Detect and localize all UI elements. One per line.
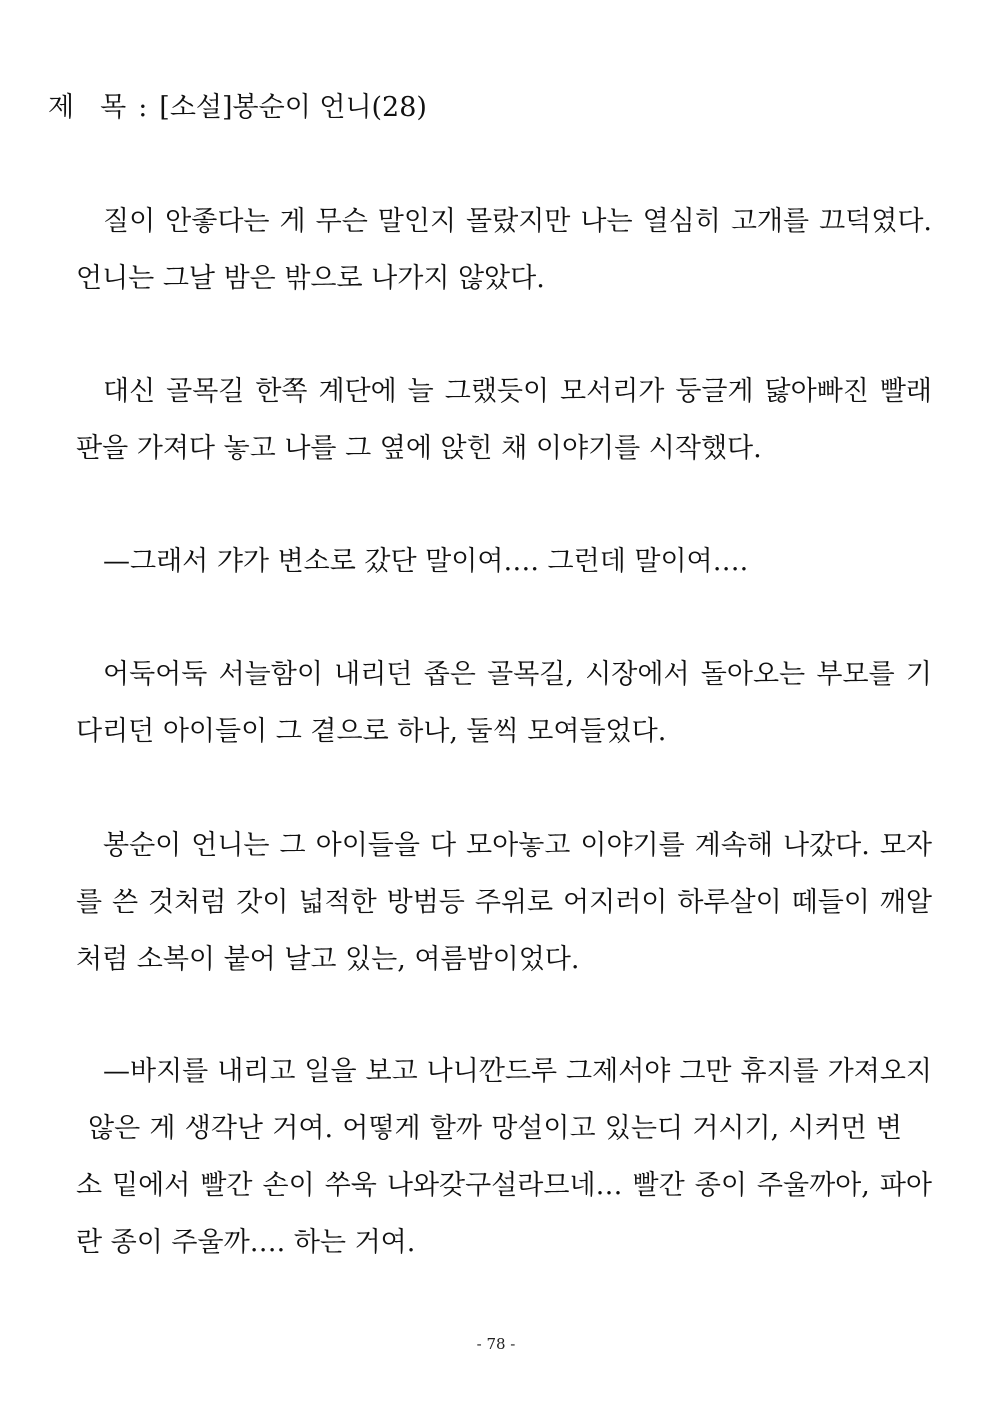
title-label-char-2: 목 bbox=[100, 92, 127, 123]
paragraph-line: 소 밑에서 빨간 손이 쑤욱 나와갖구설라므네… 빨간 종이 주울까아, 파아 bbox=[76, 1170, 932, 1201]
paragraph-4 bbox=[76, 646, 932, 760]
paragraph-1 bbox=[76, 193, 932, 307]
paragraph-line: 처럼 소복이 붙어 날고 있는, 여름밤이었다. bbox=[76, 944, 580, 975]
paragraph-5 bbox=[76, 817, 932, 988]
paragraph-line: 않은 게 생각난 거여. 어떻게 할까 망설이고 있는디 거시기, 시커먼 변 bbox=[88, 1113, 902, 1144]
title-text: [소설]봉순이 언니(28) bbox=[159, 92, 427, 123]
paragraph-line: —바지를 내리고 일을 보고 나니깐드루 그제서야 그만 휴지를 가져오지 bbox=[103, 1056, 932, 1087]
paragraph-line: 판을 가져다 놓고 나를 그 옆에 앉힌 채 이야기를 시작했다. bbox=[76, 433, 762, 464]
paragraph-line: 어둑어둑 서늘함이 내리던 좁은 골목길, 시장에서 돌아오는 부모를 기 bbox=[103, 659, 932, 690]
paragraph-2 bbox=[76, 363, 932, 477]
paragraph-line: —그래서 갸가 변소로 갔단 말이여…. 그런데 말이여…. bbox=[103, 546, 749, 577]
title-colon: : bbox=[138, 92, 148, 123]
paragraph-line: 봉순이 언니는 그 아이들을 다 모아놓고 이야기를 계속해 나갔다. 모자 bbox=[103, 830, 932, 861]
paragraph-line: 를 쓴 것처럼 갓이 넓적한 방범등 주위로 어지러이 하루살이 떼들이 깨알 bbox=[76, 887, 932, 918]
paragraph-line: 다리던 아이들이 그 곁으로 하나, 둘씩 모여들었다. bbox=[76, 716, 667, 747]
page-number: - 78 - bbox=[476, 1335, 516, 1353]
paragraph-line: 대신 골목길 한쪽 계단에 늘 그랬듯이 모서리가 둥글게 닳아빠진 빨래 bbox=[103, 376, 932, 407]
paragraph-line: 란 종이 주울까…. 하는 거여. bbox=[76, 1227, 416, 1258]
title-label-char-1: 제 bbox=[48, 92, 75, 123]
document-title bbox=[48, 86, 427, 130]
paragraph-3 bbox=[76, 533, 932, 590]
paragraph-line: 질이 안좋다는 게 무슨 말인지 몰랐지만 나는 열심히 고개를 끄덕였다. bbox=[103, 206, 932, 237]
paragraph-6 bbox=[76, 1043, 932, 1271]
paragraph-line: 언니는 그날 밤은 밖으로 나가지 않았다. bbox=[76, 263, 545, 294]
